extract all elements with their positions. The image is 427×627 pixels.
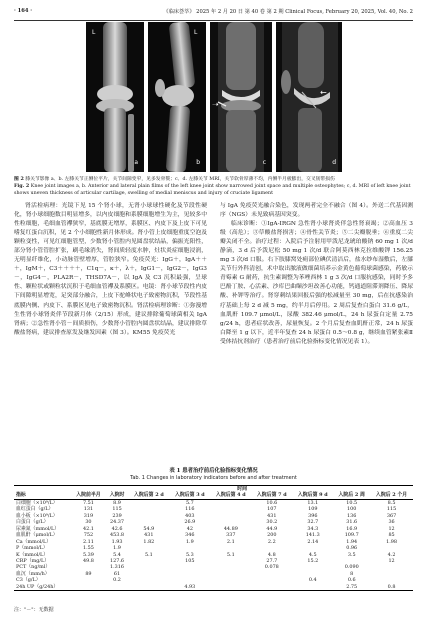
table-cell: 12 [388,557,395,564]
table-cell: 346 [185,532,195,539]
table-row [14,584,413,591]
table-cell: 30 [85,519,92,526]
table-cell: 32.7 [307,519,319,526]
column-header: 入院后第 9 d [292,492,333,499]
table-cell: 15.2 [307,557,319,564]
table-cell: 13.1 [307,499,319,506]
table-cell: 116 [185,506,195,513]
table-cell: 5.7 [185,499,194,506]
table-cell: 107 [267,506,277,513]
table-cell: 34.3 [307,525,319,532]
table-cell: 42 [186,525,193,532]
table-cell: 136 [347,512,357,519]
arrow-icon: ← [320,88,327,97]
table-cell: 30.2 [266,519,278,526]
table-cell: 1.9 [185,538,194,545]
table-cell: 16.9 [346,525,358,532]
table-cell: 1.93 [111,538,123,545]
caption-en: Knee joint images a, b. Anterior and lateral plain films of the left knee joint show narrowed joint space and multiple osteophytes; c, d. MRI of left knee joint shows uneven thickness of articular cartilage, swelling of medial meniscus and injury of cruciate ligament [14,184,411,197]
table-cell [71,584,106,591]
table-cell: 10.6 [266,499,278,506]
table-cell: 44.89 [223,525,238,532]
arrow-icon: ➝ [212,100,219,109]
table-cell: 2.2 [267,538,276,545]
table-cell: 0.078 [264,564,279,571]
table-cell: 8.5 [387,499,396,506]
table-cell: 5.1 [226,551,235,558]
xray-ap-image [86,22,144,172]
table-title-cn: 表 1 患者治疗前后化验指标变化情况 [169,468,258,474]
table-cell: 85 [388,532,395,539]
table-cell: 431 [267,512,277,519]
table-cell: 27.7 [266,557,278,564]
table-title-en: Tab. 1 Changes in laboratory indicators before and after treatment [130,475,297,481]
table-cell: 24.37 [110,519,125,526]
table-cell: 109 [308,506,318,513]
journal-info: 《临床荟萃》 2025 年 2 月 20 日 第 40 卷 第 2 期 Clinical Focus, February 20, 2025, Vol. 40, No. 2 [163,9,413,15]
table-cell: 12 [388,525,395,532]
row-label: 血红蛋白（g/L） [16,506,54,513]
table-cell: 105 [185,557,195,564]
table-cell: 5.3 [185,551,194,558]
table-cell: 752 [83,532,94,539]
panel-label: a [134,159,138,166]
column-group-header: 时间 [71,486,413,493]
table-cell: 0.6 [347,577,356,584]
row-label: 尿素氮（mmol/L） [16,525,60,532]
row-label: CRP（mg/L） [16,557,50,564]
paragraph: 与 IgA 免疫荧光融合染色，发现两者完全不融合（图 4）。外送二代基因测序（NGS）未见致病基因突变。 [220,203,413,219]
figure-caption [14,176,413,198]
row-label: 白细胞（×10⁹/L） [16,499,58,506]
table-cell: 49.8 [82,557,94,564]
row-label: K（mmol/L） [16,551,49,558]
table-cell [292,584,333,591]
xray-lateral-image [148,22,206,172]
svg-text:L: L [92,29,96,36]
table-cell: 1.9 [113,545,121,552]
row-label: 血沉（mm/h） [16,570,50,577]
row-label: 24h UP（g/24h） [14,584,71,591]
row-label: 血肌酐（μmol/L） [16,532,58,539]
table-cell [210,499,251,506]
table-cell: 42.6 [111,525,123,532]
mri-sagittal-image [276,22,342,172]
table-cell: 141.3 [305,532,320,539]
table-cell: 8.9 [113,499,121,506]
panel-d-mri-sagittal [276,22,342,172]
column-header: 入院后第 3 d [169,492,210,499]
row-label: C3（g/L） [16,577,41,584]
table-cell [128,499,169,506]
table-cell: 2.1 [226,538,235,545]
table-cell: 0.4 [308,577,317,584]
table-cell: 89 [85,570,92,577]
row-label: 白蛋白（g/L） [16,519,49,526]
panel-label: d [332,159,336,166]
table-cell: 453.8 [110,532,125,539]
table-cell: 0.8 [370,584,413,591]
table-cell: 2.75 [333,584,370,591]
column-header: 入院后第 7 d [251,492,292,499]
table-row [14,499,413,506]
table-cell: 4.5 [308,551,317,558]
table-cell: 1.98 [386,538,397,545]
table-cell: 319 [83,512,94,519]
table-cell: 1.316 [110,564,125,571]
table-cell: 42.1 [82,525,94,532]
table-cell [251,584,292,591]
table-cell: 100 [347,506,357,513]
table-cell: 109.7 [344,532,359,539]
column-header: 入院后 2 周 [333,492,370,499]
table-note: 注："－"：无数据 [14,607,54,613]
row-label: PCT（ng/ml） [16,564,51,571]
column-header: 入院后第 4 d [210,492,251,499]
table-cell: 3.5 [347,551,356,558]
table-cell: 337 [226,532,236,539]
row-label: 血小板（×10⁹/L） [16,512,58,519]
column-header: 入院后第 2 d [128,492,169,499]
table-cell: 36 [388,519,395,526]
table-cell: 5.4 [113,551,121,558]
table-cell: 54.9 [143,525,155,532]
caption-cn-label: 图 2 [14,176,24,182]
table-cell: 131 [83,506,94,513]
table-cell: 0.96 [346,545,358,552]
row-header: 指标 [14,492,71,499]
panel-label: c [262,159,266,166]
table-cell: 367 [386,512,397,519]
mri-coronal-image [210,22,272,172]
caption-en-label: Fig. 2 [14,183,30,190]
table-cell: 115 [386,506,397,513]
row-label: P（mmol/L） [16,545,48,552]
caption-cn: 膝关节影像 a、b. 左膝关节正侧位平片，关节间隙变窄，见多发骨赘；c、d. 左膝关节 MRI，关节软骨厚薄不均，内侧半月板膨出，交叉韧带损伤 [25,177,335,182]
paragraph: 临床诊断：①IgA-IRGN 急性肾小球肾炎伴急性肾衰竭；②高血压 3 级（高危）；③草酸盐肾损害；④骨性关节炎；⑤二尖瓣脱垂；⑥重度二尖瓣关闭不全。治疗过程：入院后予注射用甲泼尼龙琥珀酸钠 60 mg 1 次/d 静滴，3 d 后予泼尼松 50 mg 1 次/d 联合阿莫西林克拉维酸钾 156.25 mg 3 次/d 口服。右下肢膝窝处痈部位碘伏清洁后，盐水纱布湿敷后，左膝关节行外科清创，术中取出脓液做细菌培养示金黄色葡萄球菌感染，药敏示青霉素 G 耐药，抗生素调整为苯唑西林 1 g 3 次/d 口服抗感染，同时予多巴酚丁胺、心活素、沙库巴曲缬沙坦改善心功能，钙通道阻滞剂降压、降尿酸、补钾等治疗。肾穿刺结果回报后强的松减量至 30 mg，后在抗感染治疗基础上每 2 d 减 5 mg，约半月后停用。2 周后复查白蛋白 31.6 g/L，血肌酐 109.7 μmol/L，尿酸 382.46 μmol/L，24 h 尿蛋白定量 2.75 g/24 h，患者症状改善，尿量恢复。2 个月后复查血肌酐正常，24 h 尿蛋白降至 1 g 以下，近半年复查 24 h 尿蛋白 0.5～0.8 g，继续血管紧张素Ⅱ受体拮抗剂治疗（患者治疗前后化验指标变化情况见表 1）。 [220,221,413,345]
table-cell: 431 [144,532,154,539]
panel-b-xray-lateral [148,22,206,172]
table-cell: 2.11 [82,538,94,545]
table-cell: 7.51 [82,499,94,506]
page-number: · 164 · [14,8,33,14]
table-cell: 115 [112,506,122,513]
panel-label: b [196,159,200,166]
table-cell: 26.9 [184,519,196,526]
table-cell: 10.5 [346,499,358,506]
table-cell: 1.55 [82,545,94,552]
column-header: 入院时 [106,492,129,499]
table-cell: 5.39 [82,551,94,558]
column-header: 入院前半月 [71,492,106,499]
page-header [14,8,413,21]
column-header: 入院后 2 个月 [370,492,413,499]
table-cell: 5.1 [144,551,153,558]
table-cell [128,584,169,591]
lab-results-table [14,485,413,591]
table-cell: 403 [185,512,195,519]
table-cell [210,584,251,591]
panel-a-xray-ap [86,22,144,172]
paragraph: 肾活检病理：光镜下见 15 个肾小球，无肾小球球性硬化及节段性硬化，肾小球细胞数目明显增多，以内皮细胞和系膜细胞增生为主，见较多中性粒细胞，毛细血管襻狭窄，基底膜无增厚，系膜区、内皮下及上皮下可见嗜复红蛋白沉积，见 2 个小细胞性新月体形成。肾小管上皮细胞重度空泡及颗粒变性，可见红细胞管型，少数肾小管腔内见圆盘状结晶，偏振光阳性，部分肾小管管腔扩张，刷毛缘消失，肾间质轻度水肿，灶状炎症细胞浸润，无明显纤维化，小动脉管壁增厚，管腔狭窄。免疫荧光：IgG＋，IgA＋＋＋，IgM＋，C3＋＋＋＋，C1q－，κ＋，λ＋，IgG1－，IgG2－，IgG3－，IgG4－，PLA2R－，THSD7A－，以 IgA 及 C3 沉积最强，呈球性、颗粒状或颗粒状沉积于毛细血管襻及系膜区。电镜：肾小球节段性内皮下间隙明显增宽，足突部分融合，上皮下驼峰状电子致密物沉积，节段性基底膜内侧、内皮下、系膜区见电子致密物沉积。肾活检病理诊断：①弥漫增生性肾小球肾炎伴节段新月体（2/15）形成，建议排除葡萄球菌相关 IgA 肾病；②急性肾小管－间质损伤，少数肾小管腔内圆盘状结晶，建议排除草酸盐肾病，建议排查原发及继发因素（图 3）。KM55 免疫荧光 [14,203,207,336]
knee-figure [14,22,413,172]
table-cell: 44.9 [266,525,278,532]
table-cell: 0.090 [344,564,359,571]
table-cell: 31.6 [346,519,358,526]
table-cell: 127.6 [110,557,125,564]
table-cell: 2.14 [307,538,319,545]
table-cell: 200 [267,532,277,539]
row-label: Ca（mmol/L） [16,538,52,545]
table-cell: 0.2 [113,577,121,584]
table-cell: 239 [112,512,122,519]
table-cell: 4.2 [387,551,396,558]
table-cell: 4.93 [169,584,210,591]
table-cell: 8 [350,570,354,577]
table-cell: 4.8 [267,551,276,558]
table-cell: 1.94 [346,538,358,545]
panel-c-mri-coronal [210,22,272,172]
table-cell: 396 [308,512,318,519]
table-cell: 1.82 [143,538,155,545]
table-cell: 61 [113,570,121,577]
svg-text:L: L [194,29,198,36]
right-column [220,202,413,347]
left-column [14,202,207,338]
table-cell [106,584,129,591]
